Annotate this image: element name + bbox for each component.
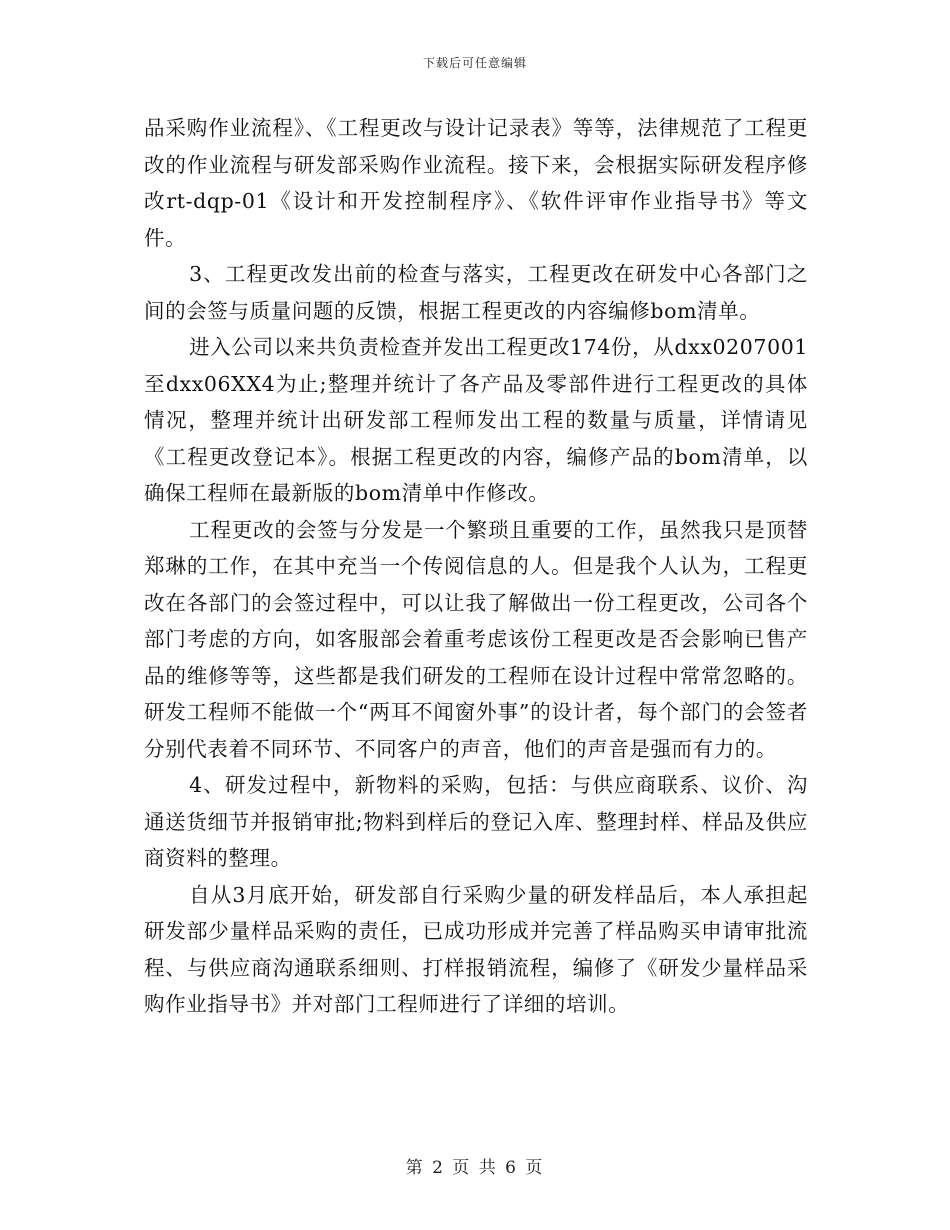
paragraph-item-4: 4、研发过程中，新物料的采购，包括：与供应商联系、议价、沟通送货细节并报销审批;物料到样后的登记入库、整理封样、样品及供应商资料的整理。 bbox=[144, 773, 808, 870]
paragraph-countersign-reflection: 工程更改的会签与分发是一个繁琐且重要的工作，虽然我只是顶替郑琳的工作，在其中充当一个传阅信息的人。但是我个人认为，工程更改在各部门的会签过程中，可以让我了解做出一份工程更改，公司各个部门考虑的方向，如客服部会着重考虑该份工程更改是否会影响已售产品的维修等等，这些都是我们研发的工程师在设计过程中常常忽略的。研发工程师不能做一个“两耳不闻窗外事”的设计者，每个部门的会签者分别代表着不同环节、不同客户的声音，他们的声音是强而有力的。 bbox=[144, 517, 808, 761]
paragraph-engineering-change-stats: 进入公司以来共负责检查并发出工程更改174份，从dxx0207001至dxx06XX4为止;整理并统计了各产品及零部件进行工程更改的具体情况，整理并统计出研发部工程师发出工程的数量与质量，详情请见《工程更改登记本》。根据工程更改的内容，编修产品的bom清单，以确保工程师在最新版的bom清单中作修改。 bbox=[144, 335, 808, 505]
paragraph-continuation: 品采购作业流程》、《工程更改与设计记录表》等等，法律规范了工程更改的作业流程与研发部采购作业流程。接下来，会根据实际研发程序修改rt-dqp-01《设计和开发控制程序》、《软件评审作业指导书》等文件。 bbox=[144, 116, 808, 250]
page-header-note: 下载后可任意编辑 bbox=[422, 56, 527, 70]
page-number-footer: 第 2 页 共 6 页 bbox=[405, 1158, 545, 1178]
paragraph-sample-procurement: 自从3月底开始，研发部自行采购少量的研发样品后，本人承担起研发部少量样品采购的责任，已成功形成并完善了样品购买申请审批流程、与供应商沟通联系细则、打样报销流程，编修了《研发少量样品采购作业指导书》并对部门工程师进行了详细的培训。 bbox=[144, 882, 808, 1016]
paragraph-item-3: 3、工程更改发出前的检查与落实，工程更改在研发中心各部门之间的会签与质量问题的反馈，根据工程更改的内容编修bom清单。 bbox=[144, 262, 808, 323]
document-body bbox=[144, 110, 808, 1023]
